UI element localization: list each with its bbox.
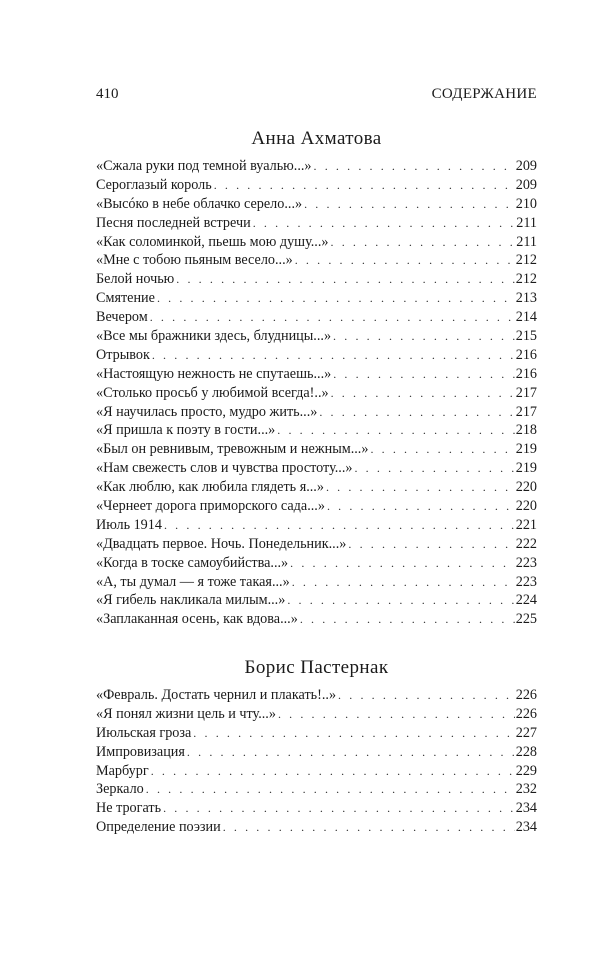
toc-entry xyxy=(96,233,537,252)
entry-title: Белой ночью xyxy=(96,271,175,288)
entry-page-number: 217 xyxy=(515,384,537,401)
entry-page-number: 225 xyxy=(515,611,537,628)
toc-entry xyxy=(96,157,537,176)
toc-entry xyxy=(96,289,537,308)
entry-page-number: 212 xyxy=(515,252,537,269)
entry-title: «Как люблю, как любила глядеть я...» xyxy=(96,479,324,496)
section-heading-pasternak: Борис Пастернак xyxy=(244,657,389,678)
entry-title: Песня последней встречи xyxy=(96,214,251,231)
entry-page-number: 221 xyxy=(515,516,537,533)
toc-entry xyxy=(96,497,537,516)
entry-page-number: 234 xyxy=(515,819,537,836)
toc-entry xyxy=(96,195,537,214)
toc-entry xyxy=(96,705,537,724)
entry-page-number: 220 xyxy=(515,498,537,515)
toc-entry xyxy=(96,743,537,762)
entry-title: «Когда в тоске самоубийства...» xyxy=(96,554,289,571)
entry-title: «Чернеет дорога приморского сада...» xyxy=(96,498,325,515)
entry-title: Марбург xyxy=(96,762,149,779)
entry-page-number: 228 xyxy=(515,743,537,760)
entry-page-number: 226 xyxy=(515,687,537,703)
entry-page-number: 215 xyxy=(515,328,537,345)
entry-title: Импровизация xyxy=(96,743,185,760)
running-head xyxy=(96,84,537,104)
entry-page-number: 227 xyxy=(515,724,537,741)
entry-title: «Как соломинкой, пьешь мою душу...» xyxy=(96,233,329,250)
dot-leader xyxy=(292,573,515,592)
entry-title: «Заплаканная осень, как вдова...» xyxy=(96,611,298,628)
dot-leader xyxy=(319,403,514,422)
running-title: СОДЕРЖАНИЕ xyxy=(431,86,537,102)
toc-entry xyxy=(96,762,537,781)
entry-title: Смятение xyxy=(96,290,155,307)
dot-leader xyxy=(333,365,514,384)
entry-page-number: 219 xyxy=(515,441,537,458)
toc-entry xyxy=(96,176,537,195)
entry-page-number: 232 xyxy=(515,781,537,798)
toc-entry xyxy=(96,799,537,818)
dot-leader xyxy=(187,743,515,762)
entry-title: «Февраль. Достать чернил и плакать!..» xyxy=(96,687,337,703)
toc-list-pasternak xyxy=(96,686,537,837)
entry-page-number: 234 xyxy=(515,800,537,817)
entry-page-number: 217 xyxy=(515,403,537,420)
dot-leader xyxy=(326,478,515,497)
dot-leader xyxy=(300,610,515,629)
dot-leader xyxy=(333,327,515,346)
toc-entry xyxy=(96,610,537,629)
entry-title: «Высóко в небе облачко серело...» xyxy=(96,195,303,212)
dot-leader xyxy=(295,251,515,270)
entry-title: «Был он ревнивым, тревожным и нежным...» xyxy=(96,441,369,458)
toc-entry xyxy=(96,270,537,289)
toc-entry xyxy=(96,724,537,743)
dot-leader xyxy=(331,233,516,252)
entry-page-number: 223 xyxy=(515,573,537,590)
entry-title: Не трогать xyxy=(96,800,162,817)
toc-entry xyxy=(96,516,537,535)
entry-page-number: 220 xyxy=(515,479,537,496)
dot-leader xyxy=(287,591,514,610)
entry-title: Вечером xyxy=(96,309,148,326)
entry-title: «Двадцать первое. Ночь. Понедельник...» xyxy=(96,535,347,552)
entry-title: «Я пришла к поэту в гости...» xyxy=(96,422,276,439)
entry-title: «Я научилась просто, мудро жить...» xyxy=(96,403,318,420)
dot-leader xyxy=(146,780,515,799)
entry-title: «Столько просьб у любимой всегда!..» xyxy=(96,384,329,401)
dot-leader xyxy=(253,214,516,233)
entry-page-number: 222 xyxy=(515,535,537,552)
toc-entry xyxy=(96,403,537,422)
page-number: 410 xyxy=(96,86,119,102)
entry-page-number: 211 xyxy=(516,214,537,231)
toc-entry xyxy=(96,384,537,403)
entry-page-number: 223 xyxy=(515,554,537,571)
entry-page-number: 210 xyxy=(515,195,537,212)
entry-title: Июльская гроза xyxy=(96,724,192,741)
dot-leader xyxy=(354,459,514,478)
toc-entry xyxy=(96,780,537,799)
entry-page-number: 216 xyxy=(515,365,537,382)
entry-page-number: 214 xyxy=(515,309,537,326)
dot-leader xyxy=(223,818,515,837)
entry-title: «Мне с тобою пьяным весело...» xyxy=(96,252,293,269)
toc-entry xyxy=(96,554,537,573)
entry-title: Сероглазый король xyxy=(96,176,212,193)
toc-entry xyxy=(96,478,537,497)
entry-page-number: 216 xyxy=(515,346,537,363)
toc-entry xyxy=(96,214,537,233)
toc-entry xyxy=(96,591,537,610)
entry-title: «А, ты думал — я тоже такая...» xyxy=(96,573,290,590)
entry-title: Зеркало xyxy=(96,781,144,798)
entry-title: «Нам свежесть слов и чувства простоту...» xyxy=(96,460,353,477)
toc-list-akhmatova xyxy=(96,157,537,629)
dot-leader xyxy=(338,686,515,705)
dot-leader xyxy=(150,308,515,327)
toc-entry xyxy=(96,818,537,837)
toc-entry xyxy=(96,365,537,384)
entry-title: «Я гибель накликала милым...» xyxy=(96,592,286,609)
toc-entry xyxy=(96,421,537,440)
dot-leader xyxy=(277,421,514,440)
dot-leader xyxy=(370,440,514,459)
dot-leader xyxy=(314,157,515,176)
entry-page-number: 211 xyxy=(516,233,537,250)
toc-entry xyxy=(96,535,537,554)
entry-page-number: 226 xyxy=(515,705,537,722)
entry-page-number: 224 xyxy=(515,592,537,609)
entry-title: «Сжала руки под темной вуалью...» xyxy=(96,158,312,174)
dot-leader xyxy=(304,195,515,214)
dot-leader xyxy=(163,799,515,818)
dot-leader xyxy=(327,497,515,516)
dot-leader xyxy=(164,516,515,535)
dot-leader xyxy=(278,705,515,724)
entry-title: «Настоящую нежность не спутаешь...» xyxy=(96,365,332,382)
dot-leader xyxy=(348,535,514,554)
section-heading-akhmatova: Анна Ахматова xyxy=(251,128,382,149)
dot-leader xyxy=(176,270,514,289)
entry-page-number: 218 xyxy=(515,422,537,439)
toc-entry xyxy=(96,251,537,270)
dot-leader xyxy=(214,176,515,195)
entry-title: Определение поэзии xyxy=(96,819,221,836)
dot-leader xyxy=(331,384,515,403)
entry-title: Отрывок xyxy=(96,346,150,363)
entry-title: Июль 1914 xyxy=(96,516,162,533)
entry-title: «Все мы бражники здесь, блудницы...» xyxy=(96,328,332,345)
toc-entry xyxy=(96,308,537,327)
toc-entry xyxy=(96,573,537,592)
entry-page-number: 209 xyxy=(515,176,537,193)
toc-entry xyxy=(96,346,537,365)
entry-page-number: 212 xyxy=(515,271,537,288)
entry-page-number: 219 xyxy=(515,460,537,477)
dot-leader xyxy=(290,554,515,573)
entry-page-number: 209 xyxy=(515,158,537,174)
toc-entry xyxy=(96,686,537,705)
dot-leader xyxy=(151,762,515,781)
dot-leader xyxy=(157,289,515,308)
entry-title: «Я понял жизни цель и чту...» xyxy=(96,705,276,722)
entry-page-number: 229 xyxy=(515,762,537,779)
toc-entry xyxy=(96,440,537,459)
entry-page-number: 213 xyxy=(515,290,537,307)
toc-entry xyxy=(96,327,537,346)
dot-leader xyxy=(193,724,514,743)
toc-entry xyxy=(96,459,537,478)
dot-leader xyxy=(152,346,515,365)
